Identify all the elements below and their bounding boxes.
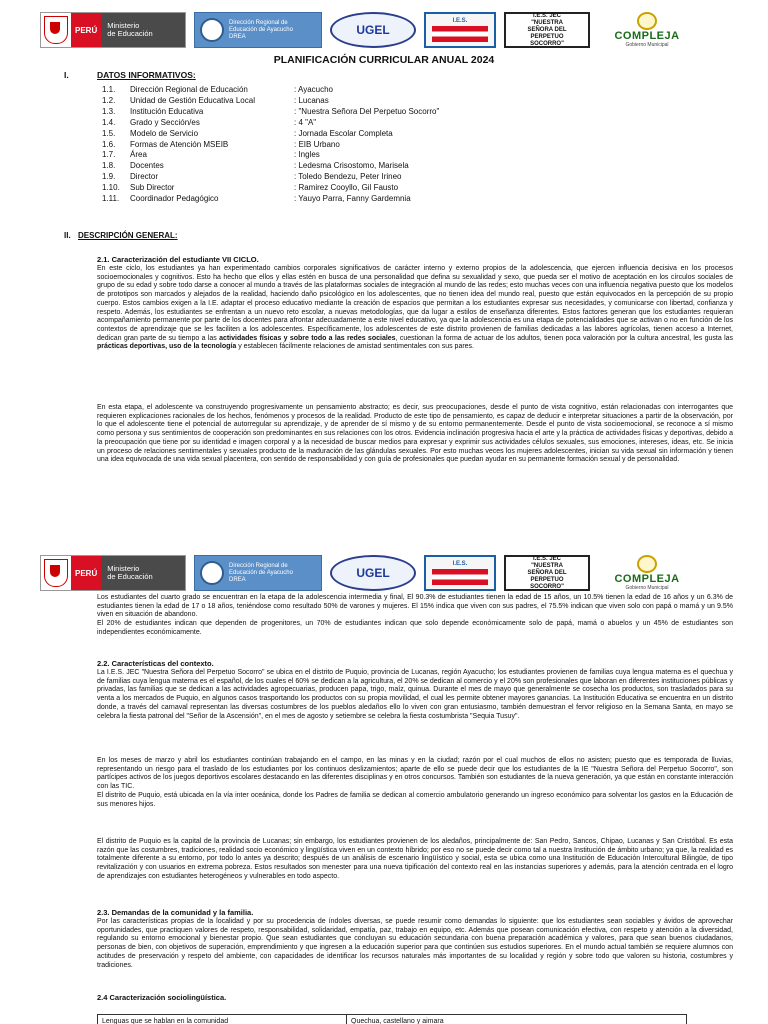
info-row-label: Grado y Sección/es <box>130 117 200 127</box>
sociolinguistic-table <box>97 1014 687 1024</box>
ies-label: I.E.S. <box>452 18 468 24</box>
school-name-logo: I.E.S. JEC "NUESTRA SEÑORA DEL PERPETUO SOCORRO" <box>504 555 590 591</box>
dre-logo <box>194 555 322 591</box>
header-logo-band-page-2 <box>40 553 740 593</box>
info-row-value: : Toledo Bendezu, Peter Irineo <box>294 172 402 182</box>
info-row-number: 1.6. <box>102 139 116 149</box>
paragraph-context-2: En los meses de marzo y abril los estudiantes continúan trabajando en el campo, en las minas y en la ciudad; razón por el cual muchos de ellos no asisten; puesto que es temporada de lluvias, representando un riesgo para el traslado de los estudiantes por los continuos deslizamientos; aparte de ello se puede decir que los estudiantes de la IE "Nuestra Señora del Perpetuo Socorro", son partícipes activos de los juegos deportivos escolares destacando en las diferentes disciplinas y en otros concursos. También son estudiantes de la nueva generación, ya que están en constante interacción con las TIC. El distrito de Puquio, está ubicada en la vía inter oceánica, donde los Padres de familia se dedican al comercio ambulatorio generando un ingreso económico para solventar los gastos en la Educación de sus menores hijos. <box>97 757 733 808</box>
info-row-number: 1.3. <box>102 106 116 116</box>
table-row <box>98 1015 687 1024</box>
info-row-label: Director <box>130 172 159 182</box>
info-row-value: : Jornada Escolar Completa <box>294 128 393 138</box>
section-2-number: II. <box>64 231 71 240</box>
paragraph-context-3: El distrito de Puquio es la capital de la provincia de Lucanas; sin embargo, los estudiantes provienen de los aledaños, principalmente de: San Pedro, Sancos, Chipao, Lucanas y San Cristóbal. Es esta razón que las costumbres, tradiciones, realidad socio económico y lingüística viven en un contexto híbrido; por eso no se puede decir como tal a nuestra Institución de ámbito urbano; ya que, la realidad es totalmente diferente a su entorno, por todo lo antes ya descrito; después de un análisis de escenario lingüístico y social, esta se ubica como una Institución de Educación Intercultural Bilingüe, de tipo revitalización y con usuarios en extrema pobreza. Estos resultados son menester para una nueva tipificación del contexto real en las instancias superiores y además, para la atención centrada en el logro de aprendizajes con estudiantes heterogéneos y vulnerables en todo aspecto. <box>97 838 733 880</box>
info-row-value: : Ingles <box>294 150 320 160</box>
info-row-label: Institución Educativa <box>130 106 204 116</box>
info-row-label: Formas de Atención MSEIB <box>130 139 229 149</box>
info-row <box>102 182 398 193</box>
peru-shield-icon <box>44 559 68 587</box>
info-row <box>102 139 340 150</box>
clock-icon <box>637 12 657 30</box>
info-row <box>102 95 329 106</box>
dre-seal-icon <box>200 561 224 585</box>
section-1-heading: DATOS INFORMATIVOS: <box>97 70 196 80</box>
paragraph-2-1-a: En este ciclo, los estudiantes ya han experimentado cambios corporales significativos de carácter interno y externo propios de la adolescencia, que ejercen influencia decisiva en los procesos socioemocionales y cognitivos. Esto ha hecho que ellos y ellas estén en busca de una personalidad que defina su sexualidad y sexo, que pueda ser el motivo de aceptación en los círculos sociales de grupo de su edad y sobre todo darse a conocer al mundo a través de las plataformas sociales de integración al mundo de las redes; esto muchas veces con una influencia negativa puesto que los modelos de prototipos son marcados y alejados de la realidad, haciendo daño psicológico en los adolescentes, que no tienen idea del mundo real, puesto que están equivocados en la percepción de su propio cuerpo. Estos cambios exigen a la I.E. adaptar el proceso educativo mediante la creación de espacios que permitan a los estudiantes expresar sus necesidades, y comunicarse con libertad, confianza y respeto. Además, los estudiantes se enfrentan a un nuevo reto escolar, a nuevas metodologías, que da lugar a estilos de enseñanza diferentes. Estos factores generan que los estudiantes requieran acompañamiento permanente por parte de los docentes para afrontar adecuadamente a este nivel educativo, ya que la adolescencia es una etapa de potencialidades que se activan o no en función de los contextos de aprendizaje que se les faciliten a los adolescentes. Específicamente, los adolescentes de este distrito provienen de familias dedicadas a las labores agrícolas, tienen acceso a Internet, dedican gran parte de su tiempo a las actividades físicas y sobre todo a las redes sociales, cuestionan la forma de actuar de los adultos, tienen poca valoración por la cultura ancestral, les gusta las prácticas deportivas, uso de la tecnología y establecen fácilmente relaciones de amistad sentimentales con sus pares. <box>97 265 734 351</box>
ministry-label: Ministerio de Educación <box>101 556 185 590</box>
municipal-logo <box>598 12 696 48</box>
info-row-value: : 4 "A" <box>294 117 317 127</box>
table-cell-value: Quechua, castellano y aimara <box>347 1015 687 1024</box>
municipal-name: COMPLEJA <box>614 573 680 585</box>
dre-label: Dirección Regional de Educación de Ayacucho DREA <box>229 562 293 583</box>
section-2-heading: DESCRIPCIÓN GENERAL: <box>78 231 178 240</box>
info-row-value: : "Nuestra Señora Del Perpetuo Socorro" <box>294 106 440 116</box>
info-row-value: : Yauyo Parra, Fanny Gardemnia <box>294 194 411 203</box>
header-logo-band <box>40 10 740 50</box>
info-row-number: 1.5. <box>102 128 116 138</box>
dre-label: Dirección Regional de Educación de Ayacucho DREA <box>229 19 293 40</box>
minedu-logo <box>40 12 186 48</box>
municipal-logo <box>598 555 696 591</box>
info-row-number: 1.8. <box>102 161 116 171</box>
municipal-sub: Gobierno Municipal <box>625 585 669 591</box>
info-row <box>102 84 333 95</box>
ies-logo <box>424 555 496 591</box>
info-row-number: 1.4. <box>102 117 116 127</box>
info-row-label: Sub Director <box>130 183 175 193</box>
peru-label: PERÚ <box>71 556 101 590</box>
paragraph-context-1: La I.E.S. JEC "Nuestra Señora del Perpetuo Socorro" se ubica en el distrito de Puquio, provincia de Lucanas, región Ayacucho; los estudiantes provienen de familias cuya lengua materna es el quechua y de familias cuya lengua materna es el español, de los cuales el 60% se dedican a la agricultura, el 20% se dedican al comercio y el 20% son profesionales que laboran en diferentes instituciones públicas y privadas, las familias que se dedican a las actividades agropecuarias, producen papa, trigo, maíz, quinua. Durante el mes de mayo que generalmente se cosecha los productos, son trasladados para su venta a los mercados de Puquio, en algunos casos trasportando los productos con su propia movilidad, el cual les permite obtener mayores ganancias. La Institución Educativa se encuentra en un distrito donde, a través del carnaval representan las diversas costumbres de los pueblos aledaños ello lo viven con gran entusiasmo, también demuestran el fervor religioso en la Semana Santa, en mayo se celebra la fiesta patronal del "Señor de la Ascensión", en el mes de agosto y setiembre se celebra la fiesta costumbrista "Sequia Tusuy". <box>97 669 733 720</box>
table-cell-label: Lenguas que se hablan en la comunidad <box>98 1015 347 1024</box>
clock-icon <box>637 555 657 573</box>
info-row-number: 1.1. <box>102 85 116 94</box>
info-row-number: 1.7. <box>102 150 116 160</box>
ugel-logo: UGEL <box>330 12 416 48</box>
info-row-value: : Lucanas <box>294 95 329 105</box>
info-row-value: : Ramirez Cooyllo, Gil Fausto <box>294 183 399 193</box>
info-row-number: 1.2. <box>102 95 116 105</box>
paragraph-2-1-b: En esta etapa, el adolescente va construyendo progresivamente un pensamiento abstracto; es decir, sus preocupaciones, desde el punto de vista cognitivo, están relacionadas con interrogantes que requieren explicaciones racionales de los hechos, fenómenos y procesos de la realidad. Producto de este tipo de pensamiento, es capaz de deducir e interpretar situaciones a partir de la observación, por lo que el adolescente tiene el potencial de autorregular su aprendizaje, y de aprender de sí mismo y de su entorno permanentemente. Desde el punto de vista socioemocional, se reconoce a sí mismo como persona y sus sentimientos de cooperación son predominantes en sus relaciones con los otros. Evidencia inclinación progresiva hacia el arte y la práctica de actividades físicas y deportivas, debido a la preocupación que tiene por su identidad e imagen corporal y a la necesidad de buscar medios para expresar y exprimir sus actividades célulos sexuales, sus emociones, intereses, ideas, etc. Se inicia un proceso de relaciones sentimentales y sexuales producto de la maduración de las glándulas sexuales. Por esto muchas veces los mujeres adolescentes, inician su vida sexual sin información y tienen una idea equivocada de una vida sexual placentera, con sentido de responsabilidad y con guía de profesionales que puedan ayudar en su permanente formación sexual y de personalidad. <box>97 404 733 464</box>
document-title: PLANIFICACIÓN CURRICULAR ANUAL 2024 <box>273 54 495 66</box>
info-row-label: Dirección Regional de Educación <box>130 85 248 94</box>
info-row <box>102 171 401 182</box>
ies-logo <box>424 12 496 48</box>
peru-label: PERÚ <box>71 13 101 47</box>
paragraph-student-stats: Los estudiantes del cuarto grado se encuentran en la etapa de la adolescencia intermedia y final, El 90.3% de estudiantes tienen la edad de 15 años, un 10.5% tienen la edad de 16 años y un 6.3% de estudiantes tienen la edad de 17 o 18 años, teniéndose como resultado 50% de varones y mujeres. El 15% indica que viven con sus padres, el 75.5% indican que viven solo con papá o mamá y un 9.5% viven en situación de abandono. El 20% de estudiantes indican que dependen de progenitores, un 70% de estudiantes indican que solo depende económicamente solo de papá, mamá o abuelos y un 45% de estudiantes son independientes económicamente. <box>97 594 733 636</box>
info-row-label: Coordinador Pedagógico <box>130 194 219 203</box>
info-row-value: : EIB Urbano <box>294 139 340 149</box>
flag-icon <box>432 569 488 585</box>
info-row <box>102 117 316 128</box>
info-row-label: Área <box>130 150 147 160</box>
info-row <box>102 106 439 117</box>
ies-label: I.E.S. <box>452 561 468 567</box>
info-row <box>102 160 409 171</box>
municipal-sub: Gobierno Municipal <box>625 42 669 48</box>
info-row-label: Modelo de Servicio <box>130 128 199 138</box>
info-row-value: : Ayacucho <box>294 85 333 94</box>
subsection-2-2-title: 2.2. Características del contexto. <box>97 659 214 668</box>
subsection-2-1-title: 2.1. Caracterización del estudiante VII CICLO. <box>97 255 259 264</box>
info-row-value: : Ledesma Crisostomo, Marisela <box>294 161 409 171</box>
info-row-label: Docentes <box>130 161 164 171</box>
section-1-number: I. <box>64 70 69 80</box>
subsection-2-3-title: 2.3. Demandas de la comunidad y la familia. <box>97 908 254 917</box>
dre-seal-icon <box>200 18 224 42</box>
minedu-logo <box>40 555 186 591</box>
info-row <box>102 128 393 139</box>
flag-icon <box>432 26 488 42</box>
paragraph-demands: Por las características propias de la localidad y por su procedencia de índoles diversas, se puede resumir como demandas lo siguiente: que los estudiantes sean sociables y ávidos de aprovechar oportunidades, que practiquen valores de respeto, responsabilidad, solidaridad, empatía, paz, trabajo en equipo, etc. Además que posean comunicación efectiva, con respeto y atención a la diversidad, regulando su entorno emocional y bienestar propio. Que sean estudiantes que concluyan su educación secundaria con buena preparación académica y valores, para que sean buenos ciudadanos, personas de bien, con objetivos de superación, emprendimiento y que ingresen a la educación superior para que continúen sus estudios superiores. En el mundo actual también se requiere alumnos con actitudes de preservación y respeto del ambiente, con capacidades de identificar los recursos naturales más importantes de su localidad y región y sobre todo que valoren su historia, costumbres y tradiciones. <box>97 918 733 969</box>
dre-logo <box>194 12 322 48</box>
municipal-name: COMPLEJA <box>614 30 680 42</box>
info-row-number: 1.11. <box>102 194 120 203</box>
ministry-label: Ministerio de Educación <box>101 13 185 47</box>
info-row-number: 1.9. <box>102 172 116 182</box>
ugel-logo: UGEL <box>330 555 416 591</box>
subsection-2-4-title: 2.4 Caracterización sociolingüística. <box>97 993 227 1002</box>
info-row <box>102 149 320 160</box>
info-row-label: Unidad de Gestión Educativa Local <box>130 95 255 105</box>
peru-shield-icon <box>44 16 68 44</box>
info-row-number: 1.10. <box>102 183 120 193</box>
info-row <box>102 193 411 204</box>
school-name-logo: I.E.S. JEC "NUESTRA SEÑORA DEL PERPETUO SOCORRO" <box>504 12 590 48</box>
